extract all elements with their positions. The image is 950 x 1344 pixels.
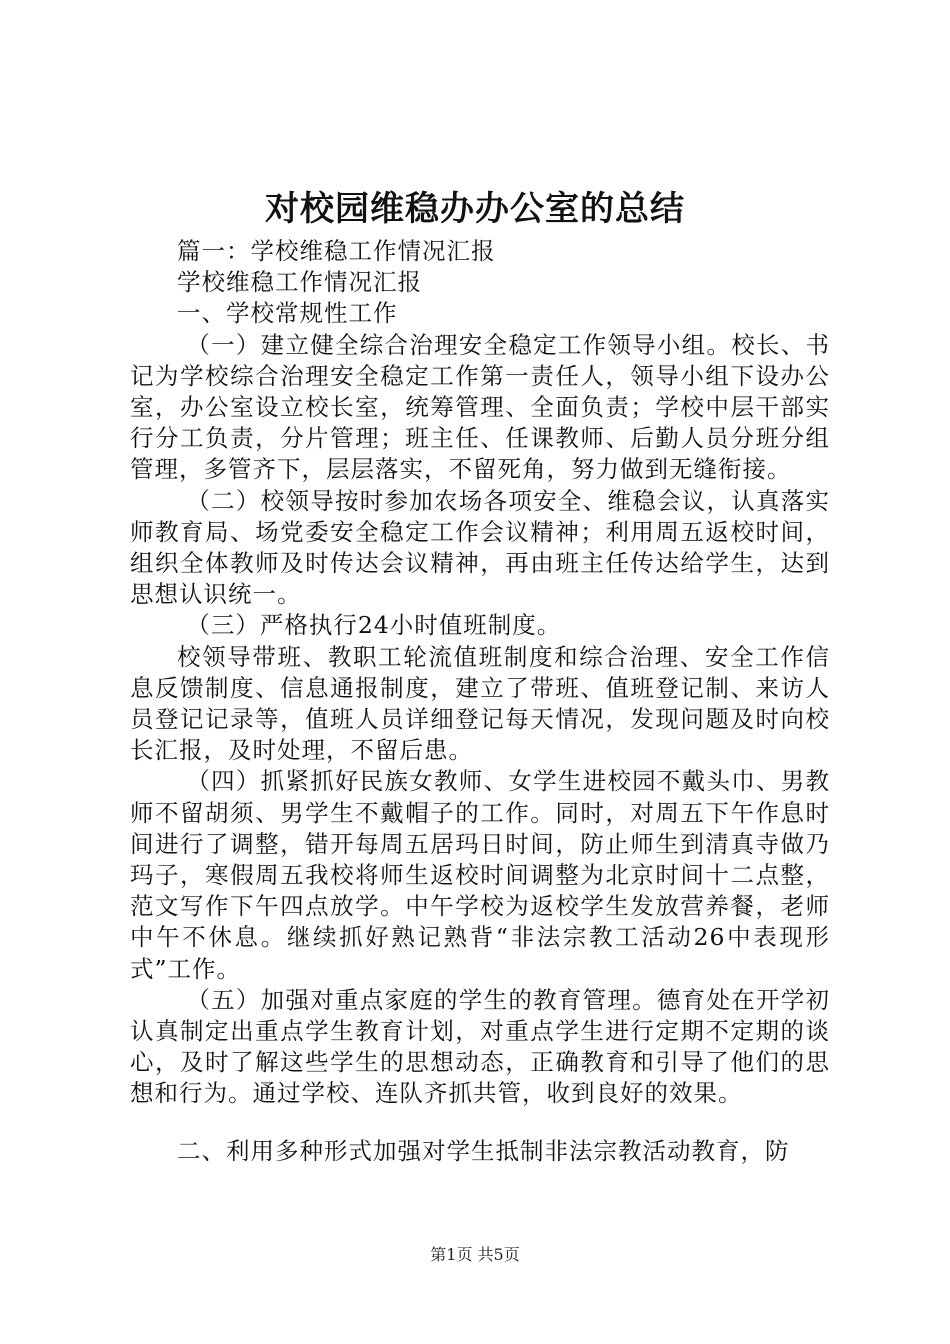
- paragraph-part-one-heading: 一、学校常规性工作: [177, 299, 398, 328]
- paragraph-report-title: 学校维稳工作情况汇报: [177, 268, 422, 297]
- paragraph-item-1: （一）建立健全综合治理安全稳定工作领导小组。校长、书记为学校综合治理安全稳定工作第一责任人，领导小组下设办公室，办公室设立校长室，统筹管理、全面负责；学校中层干部实行分工负责，分片管理；班主任、任课教师、后勤人员分班分组管理，多管齐下，层层落实，不留死角，努力做到无缝衔接。: [130, 330, 830, 484]
- paragraph-section-heading: 篇一：学校维稳工作情况汇报: [177, 237, 496, 265]
- paragraph-item-5: （五）加强对重点家庭的学生的教育管理。德育处在开学初认真制定出重点学生教育计划，对重点学生进行定期不定期的谈心，及时了解这些学生的思想动态，正确教育和引导了他们的思想和行为。通过学校、连队齐抓共管，收到良好的效果。: [130, 985, 830, 1108]
- document-body: [130, 236, 830, 1167]
- paragraph-item-4: （四）抓紧抓好民族女教师、女学生进校园不戴头巾、男教师不留胡须、男学生不戴帽子的工作。同时，对周五下午作息时间进行了调整，错开每周五居玛日时间，防止师生到清真寺做乃玛子，寒假周五我校将师生返校时间调整为北京时间十二点整，范文写作下午四点放学。中午学校为返校学生发放营养餐，老师中午不休息。继续抓好熟记熟背“非法宗教工活动26中表现形式”工作。: [130, 767, 830, 983]
- paragraph-duty-system: 校领导带班、教职工轮流值班制度和综合治理、安全工作信息反馈制度、信息通报制度，建立了带班、值班登记制、来访人员登记记录等，值班人员详细登记每天情况，发现问题及时向校长汇报，及时处理，不留后患。: [130, 642, 830, 765]
- document-title: 对校园维稳办办公室的总结: [265, 189, 685, 229]
- paragraph-part-two-heading: 二、利用多种形式加强对学生抵制非法宗教活动教育，防: [177, 1136, 790, 1165]
- paragraph-item-2: （二）校领导按时参加农场各项安全、维稳会议，认真落实师教育局、场党委安全稳定工作会议精神；利用周五返校时间，组织全体教师及时传达会议精神，再由班主任传达给学生，达到思想认识统一。: [130, 486, 830, 609]
- paragraph-item-3: （三）严格执行24小时值班制度。: [186, 611, 562, 640]
- page-footer: 第1页 共5页: [430, 1245, 520, 1264]
